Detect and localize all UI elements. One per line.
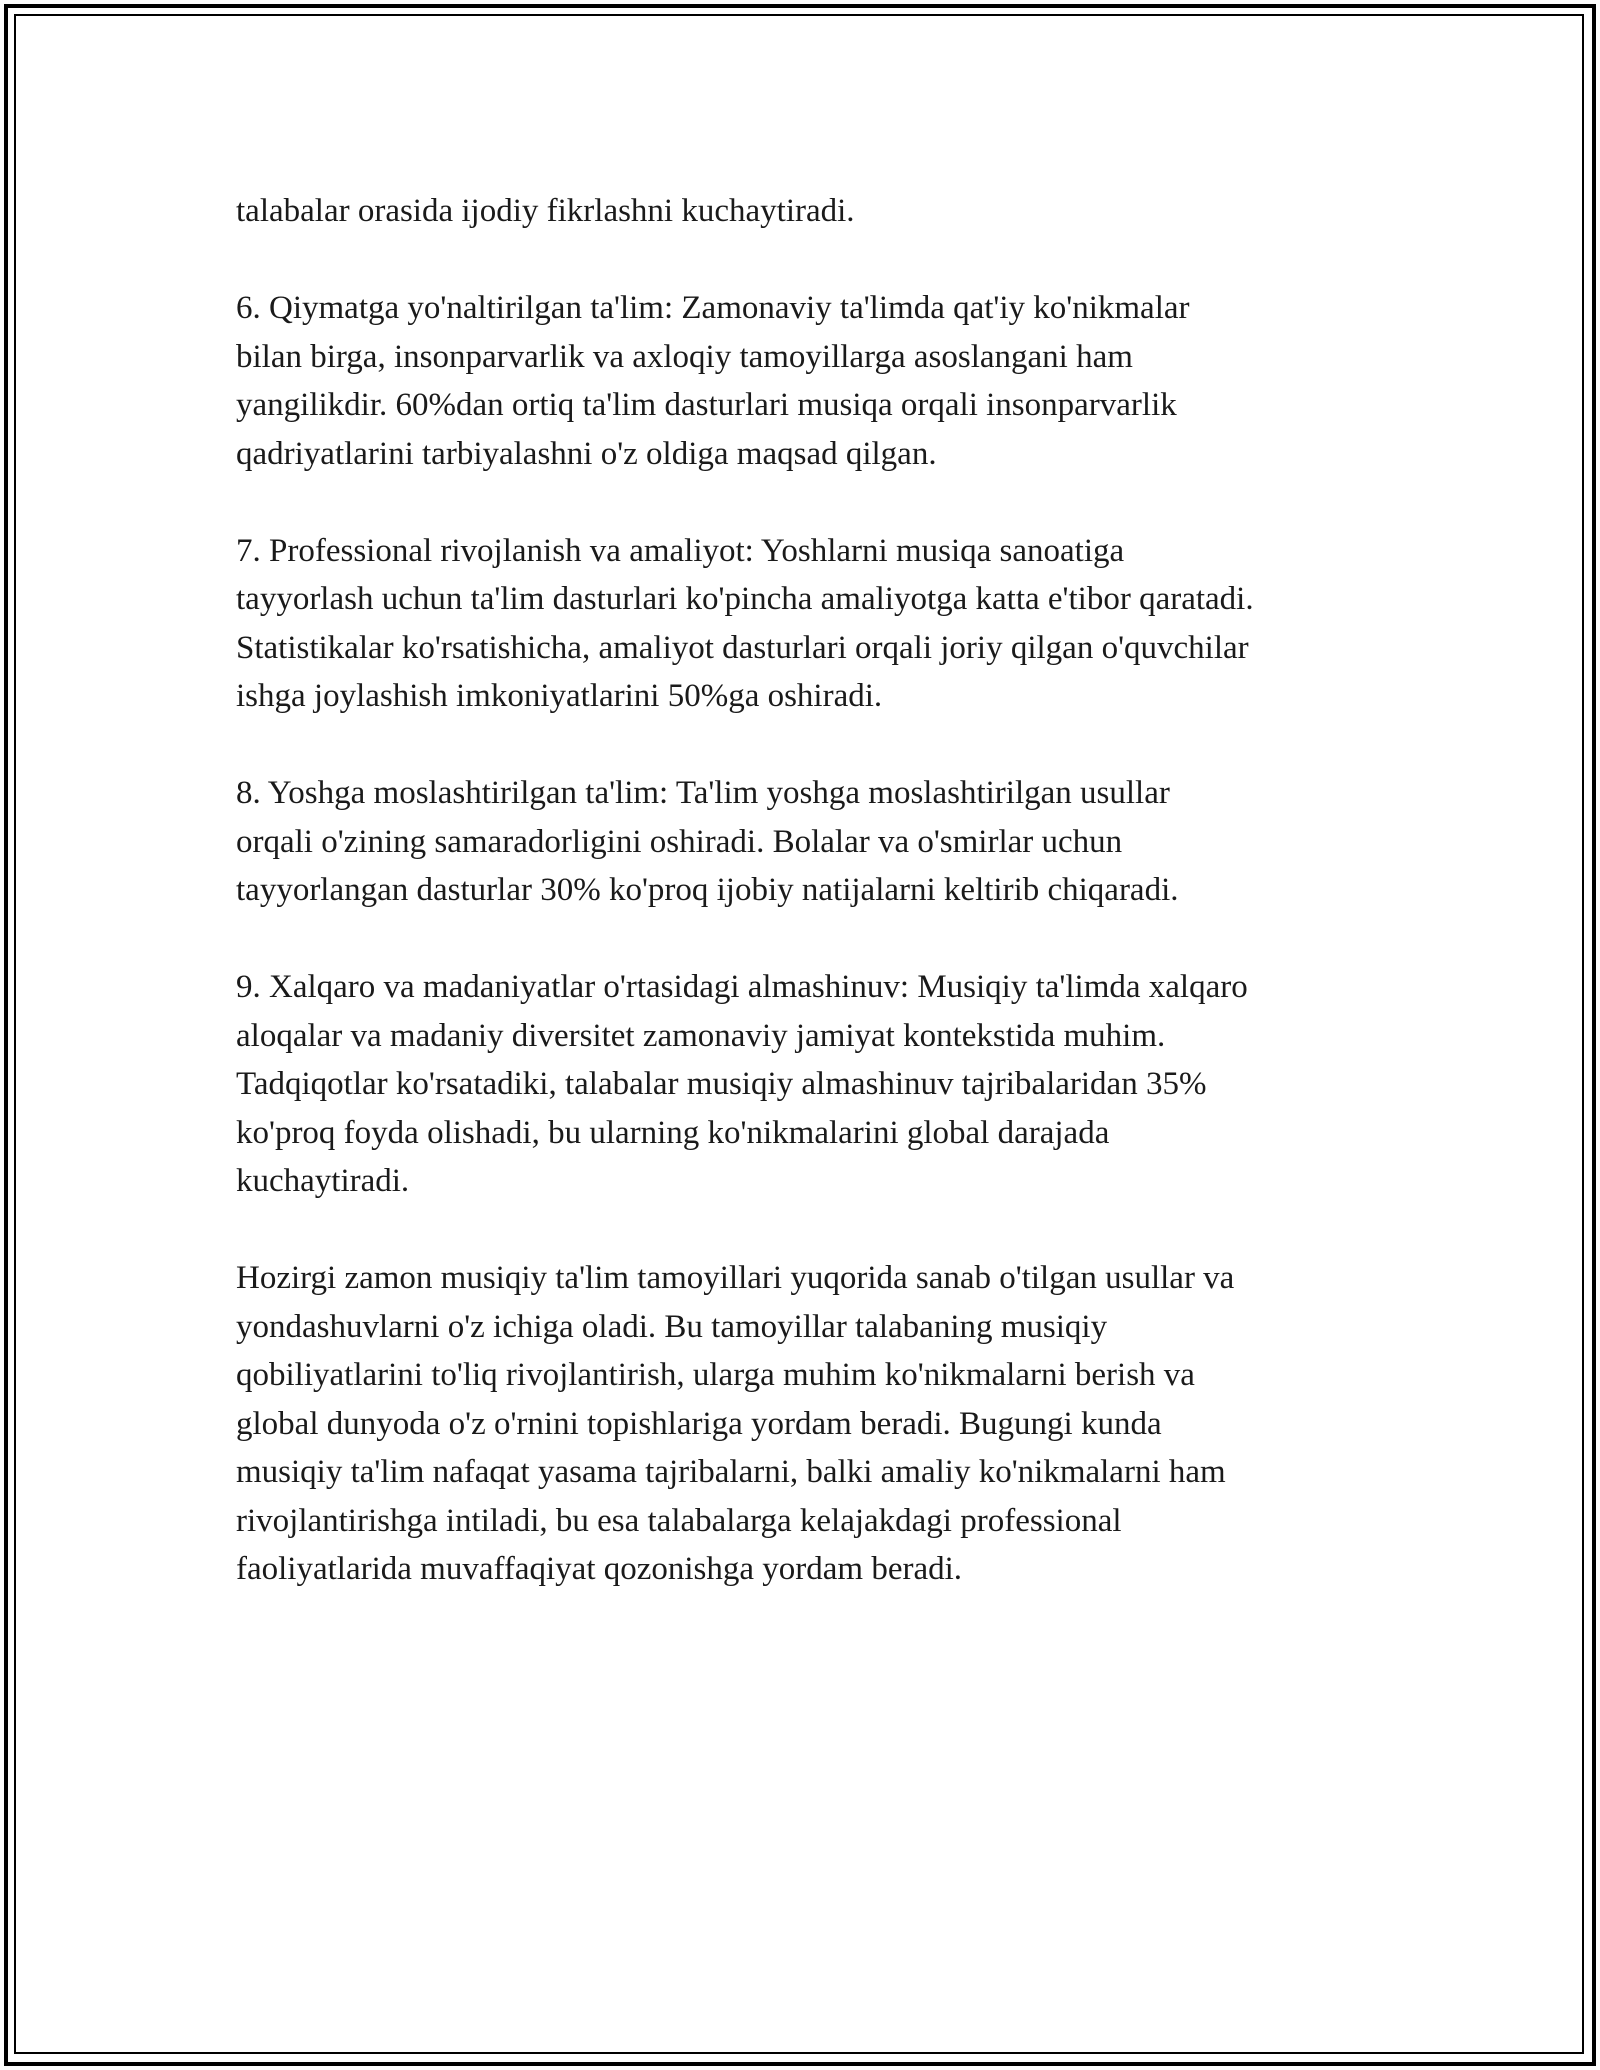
paragraph-continuation: talabalar orasida ijodiy fikrlashni kuchaytiradi. — [236, 193, 855, 229]
paragraph-item-6: 6. Qiymatga yo'naltirilgan ta'lim: Zamonaviy ta'limda qat'iy ko'nikmalar bilan birga, insonparvarlik va axloqiy tamoyillarga asoslangani ham yangilikdir. 60%dan ortiq ta'lim dasturlari musiqa orqali insonparvarlik qadriyatlarini tarbiyalashni o'z oldiga maqsad qilgan. — [236, 290, 1190, 472]
paragraph-item-8: 8. Yoshga moslashtirilgan ta'lim: Ta'lim yoshga moslashtirilgan usullar orqali o'zining samaradorligini oshiradi. Bolalar va o'smirlar uchun tayyorlangan dasturlar 30% ko'proq ijobiy natijalarni keltirib chiqaradi. — [236, 775, 1179, 908]
paragraph-item-7: 7. Professional rivojlanish va amaliyot: Yoshlarni musiqa sanoatiga tayyorlash uchun ta'lim dasturlari ko'pincha amaliyotga katta e'tibor qaratadi. Statistikalar ko'rsatishicha, amaliyot dasturlari orqali joriy qilgan o'quvchilar ishga joylashish imkoniyatlarini 50%ga oshiradi. — [236, 532, 1254, 714]
paragraph-item-9: 9. Xalqaro va madaniyatlar o'rtasidagi almashinuv: Musiqiy ta'limda xalqaro aloqalar va madaniy diversitet zamonaviy jamiyat kontekstida muhim. Tadqiqotlar ko'rsatadiki, talabalar musiqiy almashinuv tajribalaridan 35% ko'proq foyda olishadi, bu ularning ko'nikmalarini global darajada kuchaytiradi. — [236, 969, 1248, 1199]
paragraph-conclusion: Hozirgi zamon musiqiy ta'lim tamoyillari yuqorida sanab o'tilgan usullar va yondashuvlarni o'z ichiga oladi. Bu tamoyillar talabaning musiqiy qobiliyatlarini to'liq rivojlantirish, ularga muhim ko'nikmalarni berish va global dunyoda o'z o'rnini topishlariga yordam beradi. Bugungi kunda musiqiy ta'lim nafaqat yasama tajribalarni, balki amaliy ko'nikmalarni ham rivojlantirishga intiladi, bu esa talabalarga kelajakdagi professional faoliyatlarida muvaffaqiyat qozonishga yordam beradi. — [236, 1260, 1235, 1587]
document-body — [236, 187, 1386, 1642]
